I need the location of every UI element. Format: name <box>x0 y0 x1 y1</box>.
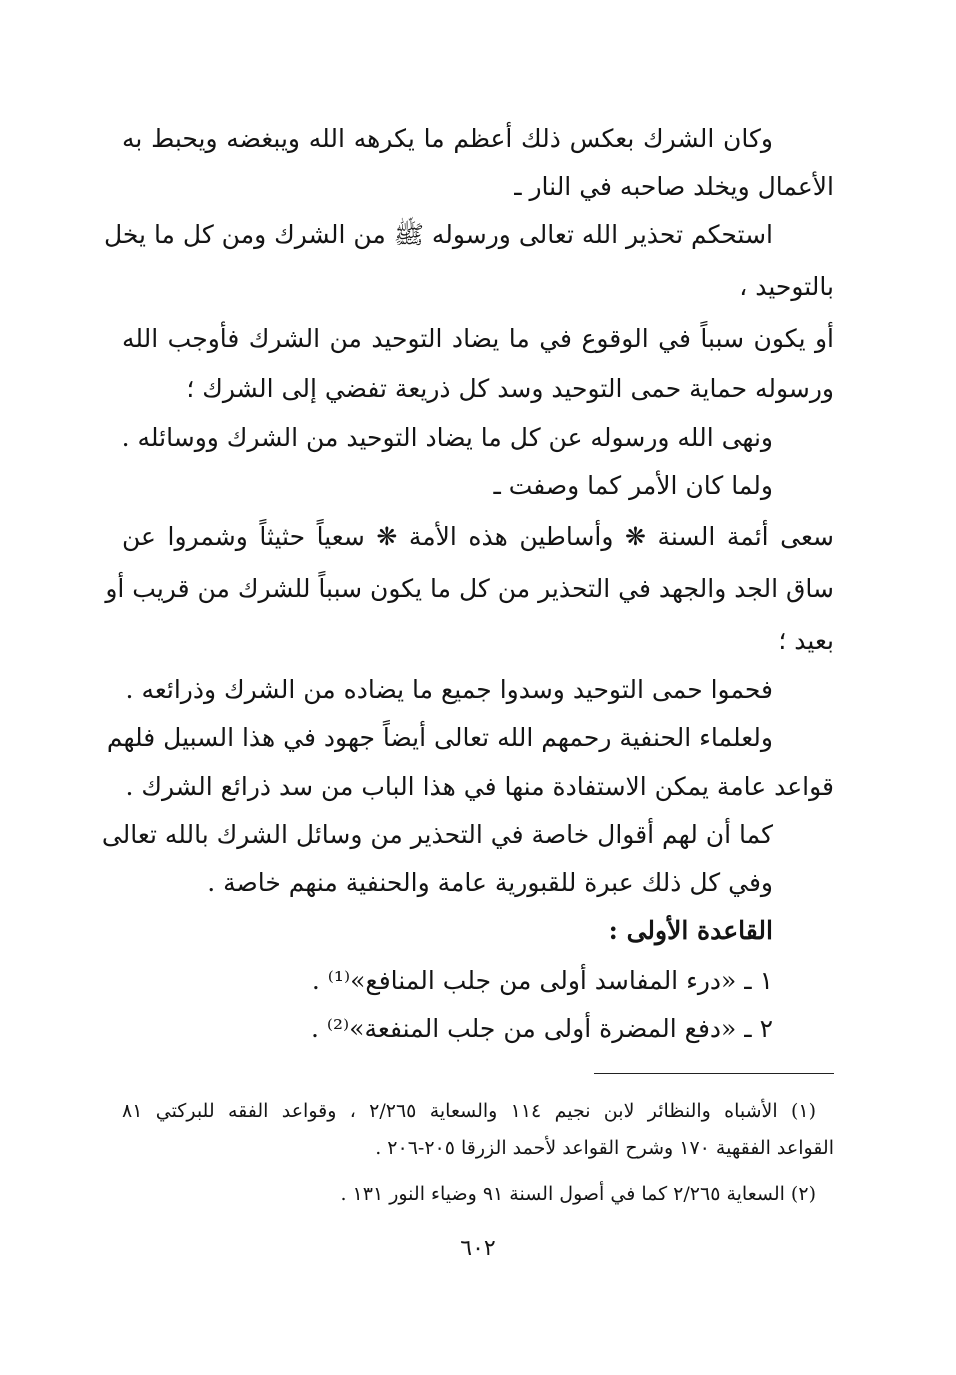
rule-item-2: ٢ ـ «دفع المضرة أولى من جلب المنفعة»⁽²⁾ . <box>310 1014 773 1043</box>
paragraph-line: ولعلماء الحنفية رحمهم الله تعالى أيضاً جهود في هذا السبيل فلهم <box>106 723 773 752</box>
section-heading: القاعدة الأولى : <box>608 916 773 945</box>
rule-item-1: ١ ـ «درء المفاسد أولى من جلب المنافع»⁽¹⁾ . <box>311 966 773 995</box>
paragraph-line: ساق الجد والجهد في التحذير من كل ما يكون سبباً للشرك من قريب أو <box>105 574 834 603</box>
paragraph-line: أو يكون سبباً في الوقوع في ما يضاد التوحيد من الشرك فأوجب الله <box>122 324 834 353</box>
paragraph-line: كما أن لهم أقوال خاصة في التحذير من وسائل الشرك بالله تعالى <box>101 820 773 849</box>
paragraph-line: سعى أئمة السنة ❋ وأساطين هذه الأمة ❋ سعياً حثيثاً وشمروا عن <box>122 522 834 551</box>
footnote-separator <box>594 1073 834 1074</box>
paragraph-line: ولما كان الأمر كما وصفت ـ <box>493 471 773 500</box>
footnote-1: (١) الأشباه والنظائر لابن نجيم ١١٤ والسعاية ٢/٢٦٥ ، وقواعد الفقه للبركتي ٨١ <box>122 1100 817 1122</box>
paragraph-line: بالتوحيد ، <box>739 272 834 301</box>
footnote-2: (٢) السعاية ٢/٢٦٥ كما في أصول السنة ٩١ وضياء النور ١٣١ . <box>340 1183 816 1205</box>
paragraph-line: قواعد عامة يمكن الاستفادة منها في هذا الباب من سد ذرائع الشرك . <box>125 772 834 801</box>
paragraph-line: ورسوله حماية حمى التوحيد وسد كل ذريعة تفضي إلى الشرك ؛ <box>186 374 834 403</box>
paragraph-line: ونهى الله ورسوله عن كل ما يضاد التوحيد من الشرك ووسائله . <box>121 423 773 452</box>
paragraph-line: بعيد ؛ <box>778 626 834 655</box>
page-number: ٦٠٢ <box>460 1236 496 1261</box>
footnote-1-continued: القواعد الفقهية ١٧٠ وشرح القواعد لأحمد الزرقا ٢٠٥-٢٠٦ . <box>375 1137 834 1159</box>
paragraph-line: استحكم تحذير الله تعالى ورسوله ﷺ من الشرك ومن كل ما يخل <box>103 220 773 249</box>
paragraph-line: وكان الشرك بعكس ذلك أعظم ما يكرهه الله ويبغضه ويحبط به <box>122 124 773 153</box>
paragraph-line: وفي كل ذلك عبرة للقبورية عامة والحنفية منهم خاصة . <box>207 868 773 897</box>
paragraph-line: الأعمال ويخلد صاحبه في النار ـ <box>514 172 834 201</box>
paragraph-line: فحموا حمى التوحيد وسدوا جميع ما يضاده من الشرك وذرائعه . <box>125 675 773 704</box>
